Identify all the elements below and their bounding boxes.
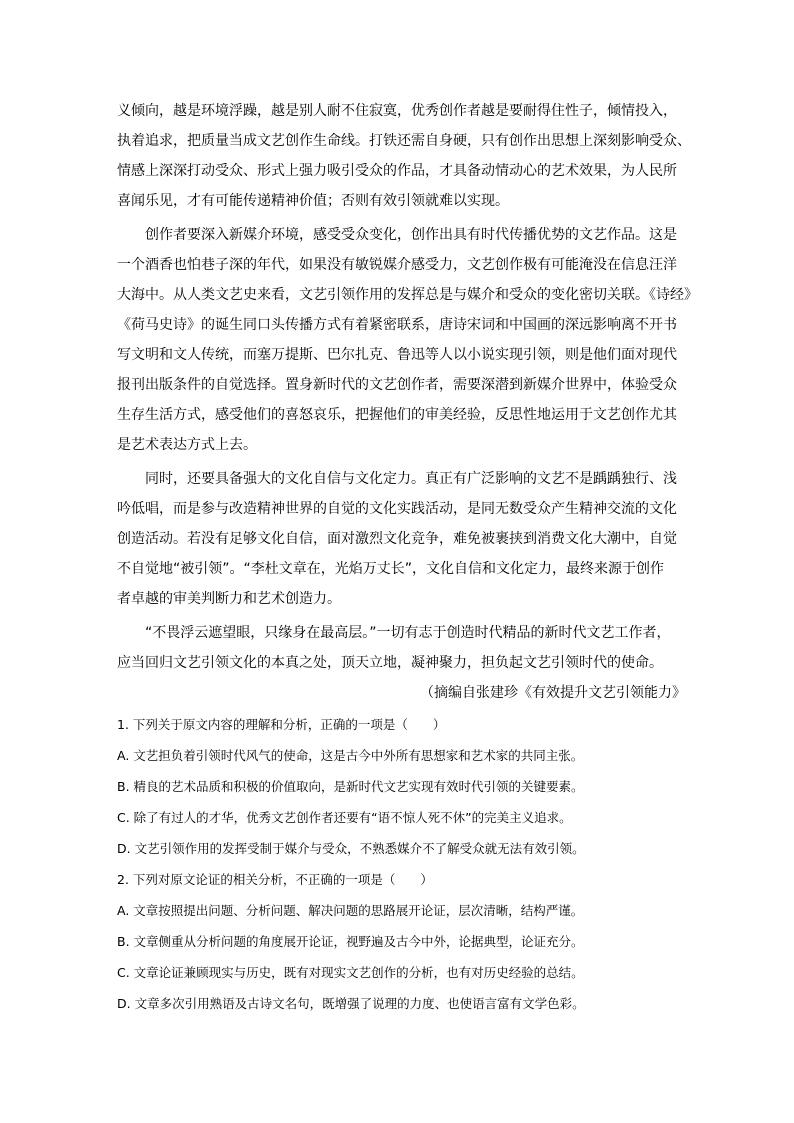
passage-line: 是艺术表达方式上去。 <box>117 437 257 453</box>
question-option: A. 文艺担负着引领时代风气的使命，这是古今中外所有思想家和艺术家的共同主张。 <box>117 748 584 763</box>
passage-line: 吟低唱，而是参与改造精神世界的自觉的文化实践活动，是同无数受众产生精神交流的文化 <box>117 501 677 517</box>
passage-line: 《荷马史诗》的诞生同口头传播方式有着紧密联系，唐诗宋词和中国画的深远影响离不开书 <box>117 317 677 333</box>
passage-line: 应当回归文艺引领文化的本真之处，顶天立地，凝神聚力，担负起文艺引领时代的使命。 <box>117 655 663 671</box>
passage-line: 执着追求，把质量当成文艺创作生命线。打铁还需自身硬，只有创作出思想上深刻影响受众、 <box>117 133 691 149</box>
question-option: C. 除了有过人的才华，优秀文艺创作者还要有“语不惊人死不休”的完美主义追求。 <box>117 810 572 825</box>
passage-line: 报刊出版条件的自觉选择。置身新时代的文艺创作者，需要深潜到新媒介世界中，体验受众 <box>117 377 677 393</box>
passage-line: 一个酒香也怕巷子深的年代，如果没有敏锐媒介感受力，文艺创作极有可能淹没在信息汪洋 <box>117 257 677 273</box>
question-option: D. 文艺引领作用的发挥受制于媒介与受众，不熟悉媒介不了解受众就无法有效引领。 <box>117 841 585 856</box>
passage-line: 者卓越的审美判断力和艺术创造力。 <box>117 591 341 607</box>
question-option: C. 文章论证兼顾现实与历史，既有对现实文艺创作的分析，也有对历史经验的总结。 <box>117 965 584 980</box>
passage-line: 同时，还要具备强大的文化自信与文化定力。真正有广泛影响的文艺不是踽踽独行、浅 <box>117 471 677 487</box>
passage-line: 不自觉地“被引领”。“李杜文章在，光焰万丈长”，文化自信和文化定力，最终来源于创作 <box>117 561 665 577</box>
passage-line: 情感上深深打动受众、形式上强力吸引受众的作品，才具备动情动心的艺术效果，为人民所 <box>117 163 677 179</box>
passage-line: 创作者要深入新媒介环境，感受受众变化，创作出具有时代传播优势的文艺作品。这是 <box>117 227 677 243</box>
question-option: B. 文章侧重从分析问题的角度展开论证，视野遍及古今中外，论据典型，论证充分。 <box>117 934 584 949</box>
passage-line: “不畏浮云遮望眼，只缘身在最高层。”一切有志于创造时代精品的新时代文艺工作者， <box>117 625 671 641</box>
question-stem: 1. 下列关于原文内容的理解和分析，正确的一项是（ ） <box>117 717 446 732</box>
question-option: B. 精良的艺术品质和积极的价值取向，是新时代文艺实现有效时代引领的关键要素。 <box>117 779 584 794</box>
question-stem: 2. 下列对原文论证的相关分析，不正确的一项是（ ） <box>117 872 433 887</box>
passage-line: 义倾向，越是环境浮躁，越是别人耐不住寂寞，优秀创作者越是要耐得住性子，倾情投入， <box>117 103 677 119</box>
passage-line: 生存生活方式，感受他们的喜怒哀乐，把握他们的审美经验，反思性地运用于文艺创作尤其 <box>117 407 677 423</box>
passage-line: 大海中。从人类文艺史来看，文艺引领作用的发挥总是与媒介和受众的变化密切关联。《诗经》 <box>117 287 698 303</box>
passage-line: 喜闻乐见，才有可能传递精神价值；否则有效引领就难以实现。 <box>117 193 509 209</box>
question-option: A. 文章按照提出问题、分析问题、解决问题的思路展开论证，层次清晰，结构严谨。 <box>117 903 584 918</box>
source-citation: （摘编自张建珍《有效提升文艺引领能力》 <box>420 685 686 701</box>
passage-line: 创造活动。若没有足够文化自信，面对激烈文化竞争，难免被裹挟到消费文化大潮中，自觉 <box>117 531 677 547</box>
passage-line: 写文明和文人传统，而塞万提斯、巴尔扎克、鲁迅等人以小说实现引领，则是他们面对现代 <box>117 347 677 363</box>
question-option: D. 文章多次引用熟语及古诗文名句，既增强了说理的力度、也使语言富有文学色彩。 <box>117 996 585 1011</box>
